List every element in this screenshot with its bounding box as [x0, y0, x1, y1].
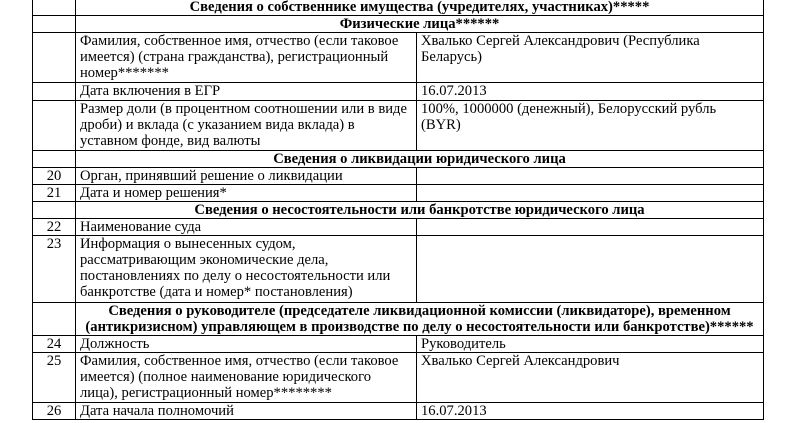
row-number — [33, 0, 76, 16]
row-number — [33, 202, 76, 219]
field-value: Руководитель — [417, 336, 764, 353]
table-row — [33, 101, 764, 151]
section-title-line-1: Сведения о руководителе (председателе ликвидационной комиссии (ликвидаторе), временном — [108, 303, 731, 319]
row-number — [33, 83, 76, 101]
field-label: Наименование суда — [76, 219, 417, 236]
field-value — [417, 236, 764, 303]
registry-table — [32, 0, 764, 420]
row-number: 26 — [33, 403, 76, 420]
section-title-owners: Сведения о собственнике имущества (учредителях, участниках)***** — [76, 0, 764, 16]
field-value: 16.07.2013 — [417, 403, 764, 420]
row-number — [33, 16, 76, 33]
field-label: Фамилия, собственное имя, отчество (если таковое имеется) (полное наименование юридического лица), регистрационный номер******** — [76, 353, 417, 403]
table-row — [33, 236, 764, 303]
row-number — [33, 151, 76, 168]
field-label: Должность — [76, 336, 417, 353]
section-header-row — [33, 151, 764, 168]
field-value: Хвалько Сергей Александрович — [417, 353, 764, 403]
field-label: Дата и номер решения* — [76, 185, 417, 202]
row-number: 22 — [33, 219, 76, 236]
table-row — [33, 33, 764, 83]
field-label: Размер доли (в процентном соотношении или в виде дроби) и вклада (с указанием вида вклада) в уставном фонде, вид валюты — [76, 101, 417, 151]
field-value — [417, 219, 764, 236]
row-number: 24 — [33, 336, 76, 353]
section-header-row — [33, 303, 764, 336]
field-value: 100%, 1000000 (денежный), Белорусский рубль (BYR) — [417, 101, 764, 151]
subsection-header-row — [33, 16, 764, 33]
field-label: Дата включения в ЕГР — [76, 83, 417, 101]
section-header-row — [33, 0, 764, 16]
table-row — [33, 353, 764, 403]
row-number: 25 — [33, 353, 76, 403]
subsection-title-individuals: Физические лица****** — [76, 16, 764, 33]
field-label: Информация о вынесенных судом, рассматривающим экономические дела, постановлениях по делу о несостоятельности или банкротстве (дата и номер* постановления) — [76, 236, 417, 303]
section-title-bankruptcy: Сведения о несостоятельности или банкротстве юридического лица — [76, 202, 764, 219]
row-number — [33, 303, 76, 336]
field-value — [417, 168, 764, 185]
section-title-line-2: (антикризисном) управляющем в производстве по делу о несостоятельности или банкротстве)****** — [85, 319, 754, 335]
row-number: 23 — [33, 236, 76, 303]
table-row — [33, 219, 764, 236]
row-number — [33, 33, 76, 83]
section-title-manager — [76, 303, 764, 336]
row-number — [33, 101, 76, 151]
field-label: Дата начала полномочий — [76, 403, 417, 420]
field-value: 16.07.2013 — [417, 83, 764, 101]
registry-extract-document — [32, 0, 763, 420]
table-row — [33, 185, 764, 202]
field-value — [417, 185, 764, 202]
table-row — [33, 83, 764, 101]
table-row — [33, 403, 764, 420]
field-value: Хвалько Сергей Александрович (Республика Беларусь) — [417, 33, 764, 83]
field-label: Фамилия, собственное имя, отчество (если таковое имеется) (страна гражданства), регистрационный номер******* — [76, 33, 417, 83]
row-number: 21 — [33, 185, 76, 202]
table-row — [33, 336, 764, 353]
section-title-liquidation: Сведения о ликвидации юридического лица — [76, 151, 764, 168]
table-row — [33, 168, 764, 185]
field-label: Орган, принявший решение о ликвидации — [76, 168, 417, 185]
section-header-row — [33, 202, 764, 219]
row-number: 20 — [33, 168, 76, 185]
